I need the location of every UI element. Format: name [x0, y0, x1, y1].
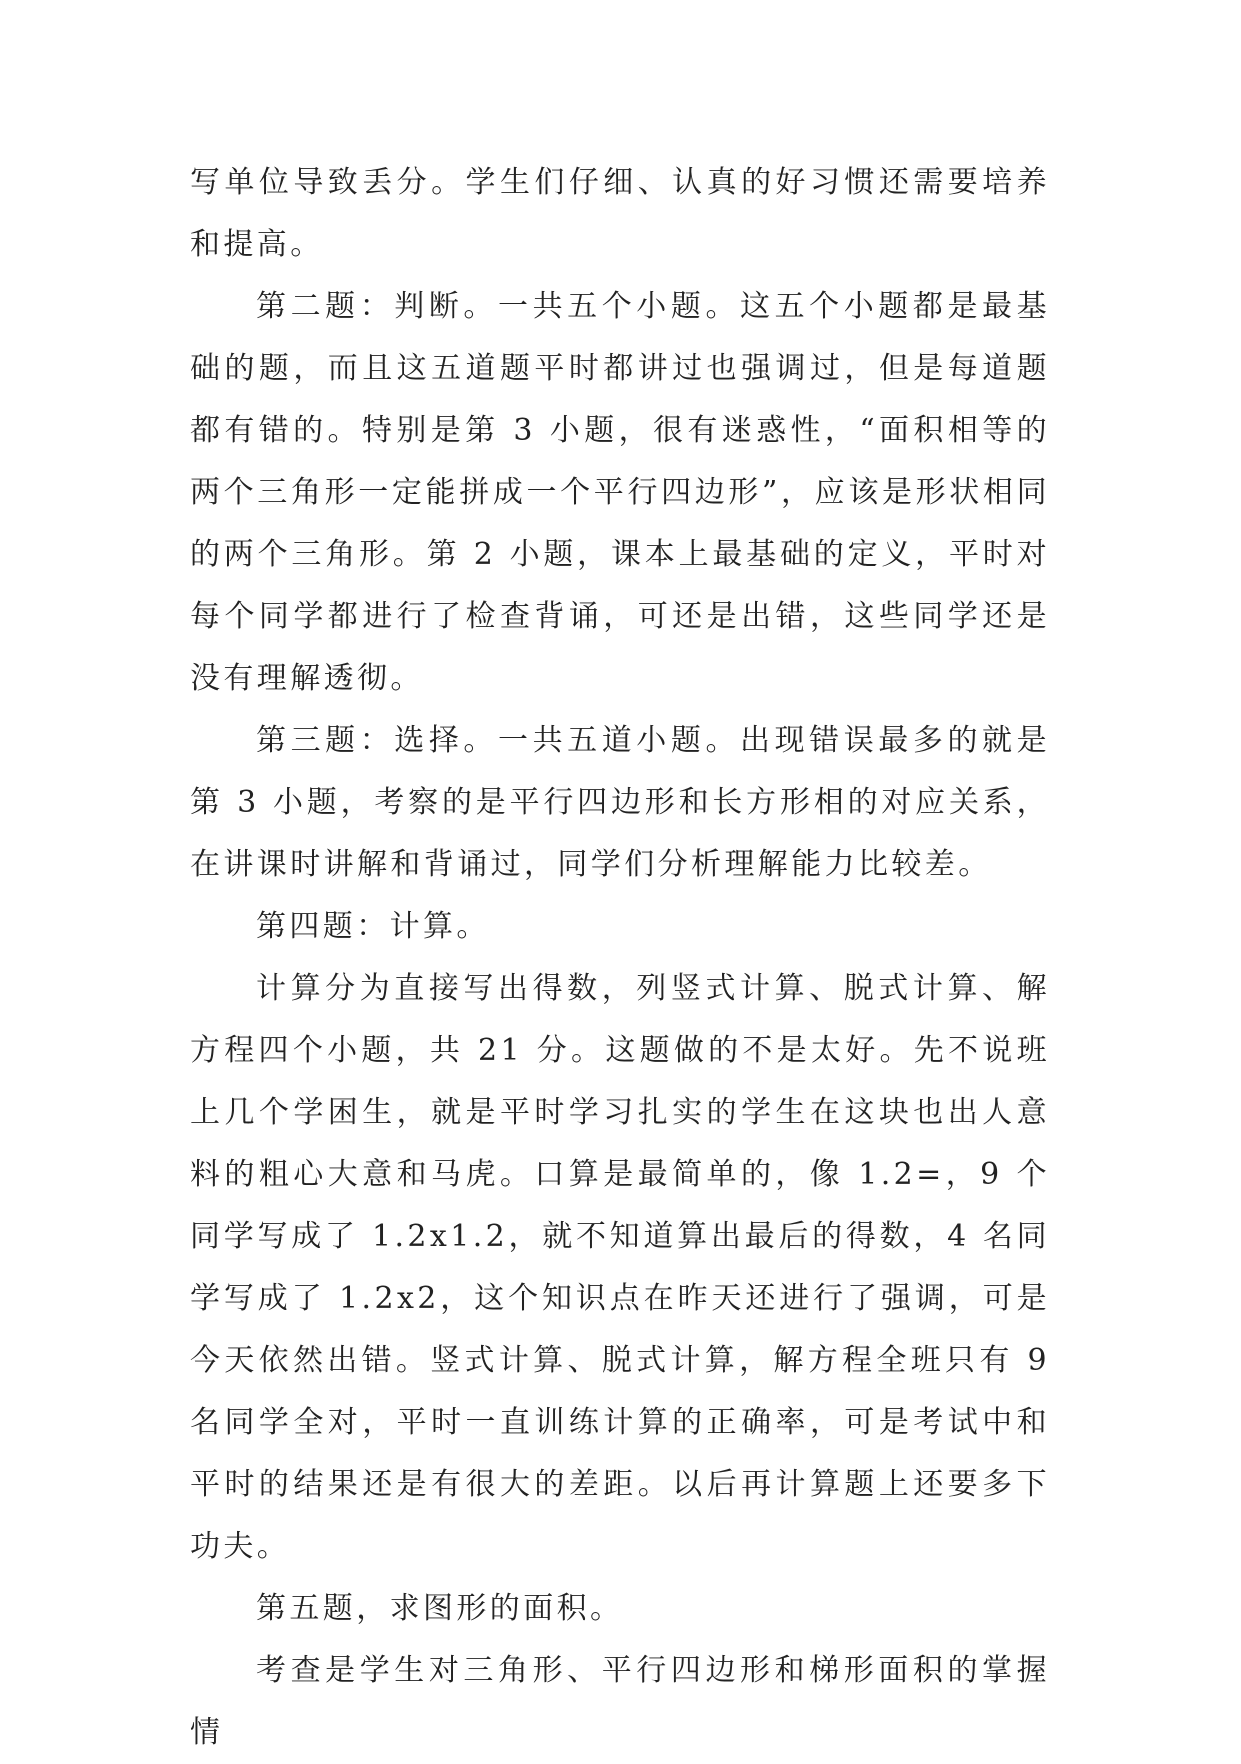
document-body: [190, 152, 1050, 1764]
paragraph-question-4-detail: 计算分为直接写出得数，列竖式计算、脱式计算、解方程四个小题，共 21 分。这题做的不是太好。先不说班上几个学困生，就是平时学习扎实的学生在这块也出人意料的粗心大意和马虎。口算是最简单的，像 1.2=，9 个同学写成了 1.2x1.2，就不知道算出最后的得数，4 名同学写成了 1.2x2，这个知识点在昨天还进行了强调，可是今天依然出错。竖式计算、脱式计算，解方程全班只有 9 名同学全对，平时一直训练计算的正确率，可是考试中和平时的结果还是有很大的差距。以后再计算题上还要多下功夫。: [190, 971, 1050, 1564]
paragraph-continuation: 写单位导致丢分。学生们仔细、认真的好习惯还需要培养和提高。: [190, 165, 1050, 262]
heading-question-5: 第五题，求图形的面积。: [256, 1591, 624, 1626]
paragraph-question-2: 第二题：判断。一共五个小题。这五个小题都是最基础的题，而且这五道题平时都讲过也强调过，但是每道题都有错的。特别是第 3 小题，很有迷惑性，“面积相等的两个三角形一定能拼成一个平行四边形”，应该是形状相同的两个三角形。第 2 小题，课本上最基础的定义，平时对每个同学都进行了检查背诵，可还是出错，这些同学还是没有理解透彻。: [190, 289, 1050, 696]
heading-question-4: 第四题：计算。: [256, 909, 490, 944]
paragraph-question-3: 第三题：选择。一共五道小题。出现错误最多的就是第 3 小题，考察的是平行四边形和长方形相的对应关系，在讲课时讲解和背诵过，同学们分析理解能力比较差。: [190, 723, 1050, 882]
paragraph-question-5-detail: 考查是学生对三角形、平行四边形和梯形面积的掌握情: [190, 1653, 1050, 1750]
